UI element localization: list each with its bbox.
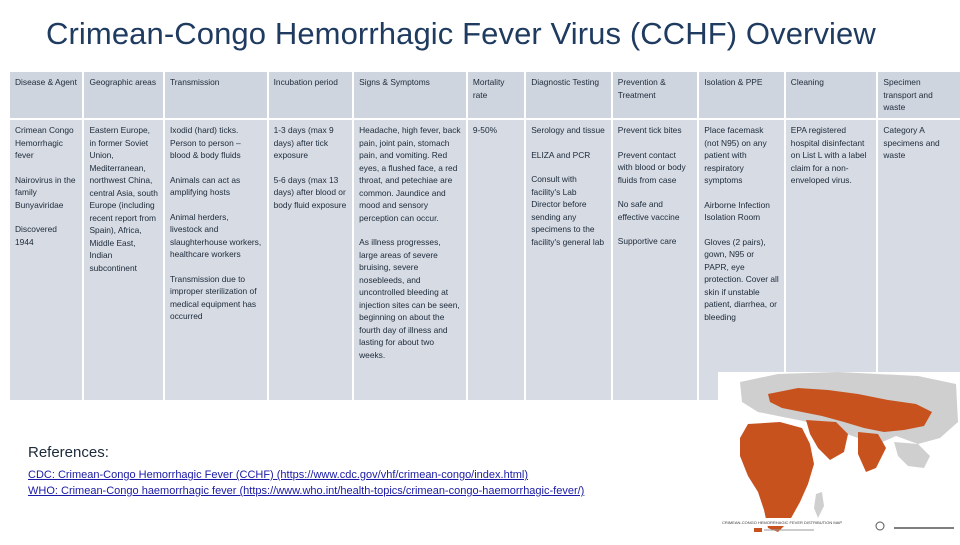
map-legend-swatch [754, 528, 762, 532]
cell-paragraph: Discovered 1944 [15, 224, 57, 247]
header-cell-transmission: Transmission [165, 72, 267, 118]
table-header-row [10, 72, 960, 118]
cell-paragraph: Serology and tissue [531, 125, 605, 135]
cell-specimen-transport [878, 120, 960, 400]
distribution-map [718, 372, 960, 540]
cdc-reference-link[interactable]: CDC: Crimean-Congo Hemorrhagic Fever (CCHF) (https://www.cdc.gov/vhf/crimean-congo/index.html) [28, 469, 529, 481]
cell-paragraph: Headache, high fever, back pain, joint pain, stomach pain, and vomiting. Red eyes, a flushed face, a red throat, and petechiae are common. Jaundice and mood and sensory perception can occur. [359, 125, 461, 223]
header-cell-disease-agent: Disease & Agent [10, 72, 82, 118]
cell-incubation-period [269, 120, 353, 400]
cell-diagnostic-testing [526, 120, 611, 400]
cell-paragraph: Category A specimens and waste [883, 125, 940, 160]
page-title: Crimean-Congo Hemorrhagic Fever Virus (CCHF) Overview [46, 16, 876, 51]
cell-paragraph: Animal herders, livestock and slaughterhouse workers, healthcare workers [169, 211, 262, 259]
cell-paragraph: 5-6 days (max 13 days) after blood or body fluid exposure [273, 174, 347, 210]
cell-cleaning [786, 120, 877, 400]
who-reference-link[interactable]: WHO: Crimean-Congo haemorrhagic fever (https://www.who.int/health-topics/crimean-congo-haemorrhagic-fever/) [28, 485, 585, 497]
header-cell-signs-symptoms: Signs & Symptoms [354, 72, 466, 118]
cell-paragraph: ELIZA and PCR [531, 149, 591, 160]
cell-paragraph: 1-3 days (max 9 days) after tick exposure [273, 125, 334, 160]
header-cell-incubation-period: Incubation period [269, 72, 353, 118]
references-section [28, 444, 718, 499]
map-caption: CRIMEAN-CONGO HEMORRHAGIC FEVER DISTRIBUTION MAP [722, 520, 843, 525]
header-cell-isolation-ppe: Isolation & PPE [699, 72, 784, 118]
cell-mortality-rate [468, 120, 524, 400]
cell-isolation-ppe [699, 120, 784, 400]
cell-paragraph: Prevent tick bites [617, 125, 682, 135]
cell-geographic-areas [84, 120, 163, 400]
header-cell-mortality-rate: Mortality rate [468, 72, 524, 118]
map-graphic [718, 372, 960, 540]
cell-paragraph: Crimean Congo Hemorrhagic fever [15, 125, 74, 160]
cell-signs-symptoms [354, 120, 466, 400]
cell-paragraph: No safe and effective vaccine [617, 199, 680, 222]
cell-paragraph: 9-50% [472, 125, 498, 135]
header-cell-prevention-treatment: Prevention & Treatment [613, 72, 698, 118]
cell-paragraph: Supportive care [617, 236, 677, 246]
cell-paragraph: Airborne Infection Isolation Room [704, 199, 770, 222]
header-cell-cleaning: Cleaning [786, 72, 877, 118]
header-cell-specimen-transport: Specimen transport and waste [878, 72, 960, 118]
cell-paragraph: Ixodid (hard) ticks. Person to person – blood & body fluids [169, 125, 241, 160]
cell-paragraph: Gloves (2 pairs), gown, N95 or PAPR, eye protection. Cover all skin if unstable patient, diarrhea, or bleeding [704, 236, 779, 322]
cell-paragraph: Prevent contact with blood or body fluids from case [617, 149, 686, 185]
header-cell-geographic-areas: Geographic areas [84, 72, 163, 118]
cchf-overview-table [8, 70, 960, 402]
cell-paragraph: As illness progresses, large areas of severe bruising, severe nosebleeds, and uncontrolled bleeding at injection sites can be seen, beginning on about the fourth day of illness and lasting for about two weeks. [359, 237, 460, 360]
header-cell-diagnostic-testing: Diagnostic Testing [526, 72, 611, 118]
cell-paragraph: Nairovirus in the family Bunyaviridae [15, 174, 76, 210]
cell-paragraph: EPA registered hospital disinfectant on List L with a label claim for a non-enveloped virus. [790, 125, 867, 185]
cell-paragraph: Consult with facility's Lab Director before sending any specimens to the facility's general lab [531, 174, 605, 247]
cell-prevention-treatment [613, 120, 698, 400]
cell-transmission [165, 120, 267, 400]
cell-disease-agent [10, 120, 82, 400]
cell-paragraph: Animals can act as amplifying hosts [169, 174, 241, 197]
cell-paragraph: Transmission due to improper sterilization of medical equipment has occurred [169, 273, 257, 321]
references-title: References: [28, 444, 109, 461]
table-row [10, 120, 960, 400]
cell-paragraph: Place facemask (not N95) on any patient with respiratory symptoms [704, 125, 767, 185]
cell-paragraph: Eastern Europe, in former Soviet Union, Mediterranean, northwest China, central Asia, south Europe (including recent report from Spain), Africa, Middle East, Indian subcontinent [89, 125, 158, 273]
